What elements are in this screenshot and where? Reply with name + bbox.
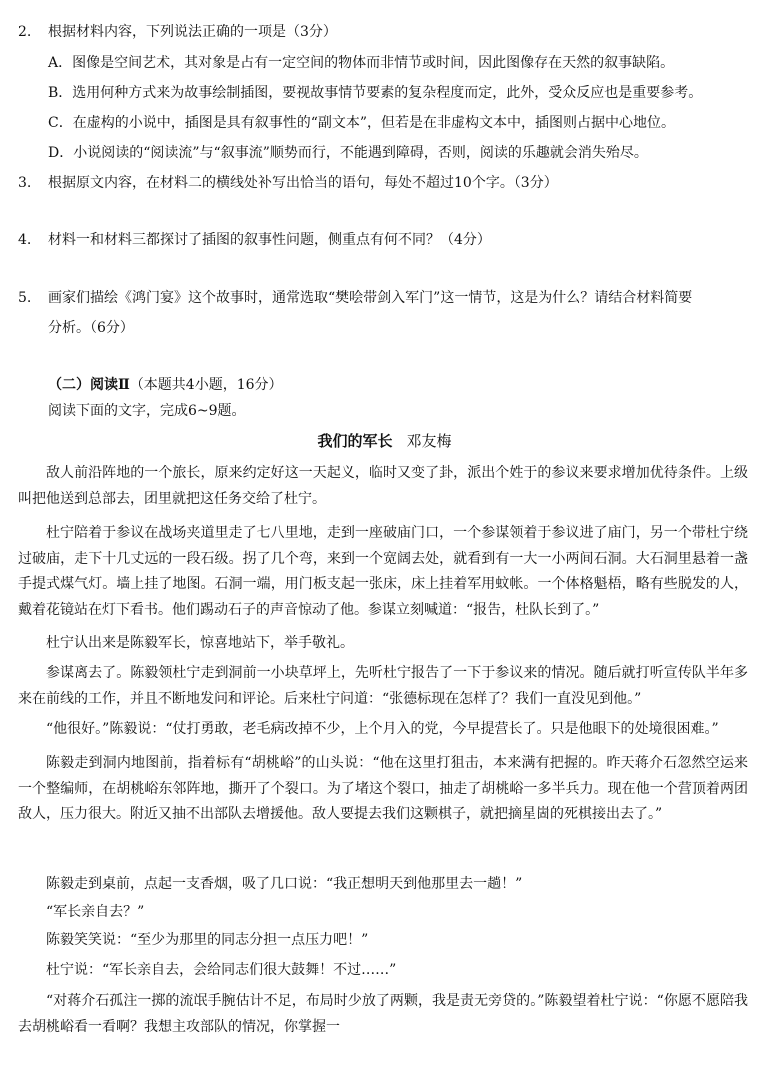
question-2-option-d: D．小说阅读的“阅读流”与“叙事流”顺势而行，不能遇到障碍，否则，阅读的乐趣就会消失殆尽。 — [48, 145, 648, 161]
article-paragraph-2: 杜宁陪着于参议在战场夹道里走了七八里地，走到一座破庙门口，一个参谋领着于参议进了庙门，另一个带杜宁绕过破庙，走下十几丈远的一段石级。拐了几个弯，来到一个宽阔去处，就看到有一大一小两间石洞。大石洞里悬着一盏手提式煤气灯。墙上挂了地图。石洞一端，用门板支起一张床，床上挂着军用蚊帐。一个体格魁梧，略有些脱发的人，戴着花镜站在灯下看书。他们踢动石子的声音惊动了他。参谋立刻喊道：“报告，杜队长到了。” — [18, 525, 748, 618]
article-paragraph-7: 陈毅走到桌前，点起一支香烟，吸了几口说：“我正想明天到他那里去一趟！” — [46, 876, 523, 892]
question-3-text: 根据原文内容，在材料二的横线处补写出恰当的语句，每处不超过10个字。（3分） — [48, 175, 558, 191]
question-2-option-a: A．图像是空间艺术，其对象是占有一定空间的物体而非情节或时间，因此图像存在天然的叙事缺陷。 — [48, 55, 675, 71]
article-paragraph-8: “军长亲自去？” — [46, 904, 145, 920]
article-paragraph-10: 杜宁说：“军长亲自去，会给同志们很大鼓舞！不过……” — [46, 962, 397, 978]
question-4-text: 材料一和材料三都探讨了插图的叙事性问题，侧重点有何不同？（4分） — [48, 232, 491, 248]
article-paragraph-1: 敌人前沿阵地的一个旅长，原来约定好这一天起义，临时又变了卦，派出个姓于的参议来要求增加优待条件。上级叫把他送到总部去，团里就把这任务交给了杜宁。 — [18, 465, 748, 507]
question-5-text-line2: 分析。（6分） — [48, 320, 134, 336]
article-paragraph-3: 杜宁认出来是陈毅军长，惊喜地站下，举手敬礼。 — [46, 635, 354, 651]
article-paragraph-11: “对蒋介石孤注一掷的流氓手腕估计不足，布局时少放了两颗，我是责无旁贷的。”陈毅望着杜宁说：“你愿不愿陪我去胡桃峪看一看啊？我想主攻部队的情况，你掌握一 — [18, 993, 748, 1035]
question-2-option-b: B．选用何种方式来为故事绘制插图，要视故事情节要素的复杂程度而定，此外，受众反应也是重要参考。 — [48, 85, 703, 101]
question-5-text-line1: 画家们描绘《鸿门宴》这个故事时，通常选取“樊哙带剑入军门”这一情节，这是为什么？请结合材料简要 — [48, 290, 693, 306]
article-paragraph-5: “他很好。”陈毅说：“仗打勇敢，老毛病改掉不少，上个月入的党，今早提营长了。只是他眼下的处境很困难。” — [46, 721, 719, 737]
question-5-number: 5. — [18, 290, 32, 306]
section-header-rest: （本题共4小题，16分） — [129, 377, 283, 393]
article-title-line — [0, 430, 769, 452]
question-4-number: 4. — [18, 232, 32, 248]
article-paragraph-6: 陈毅走到洞内地图前，指着标有“胡桃峪”的山头说：“他在这里打狙击，本来满有把握的。昨天蒋介石忽然空运来一个整编师，在胡桃峪东邻阵地，撕开了个裂口。为了堵这个裂口，抽走了胡桃峪一多半兵力。现在他一个营顶着两团敌人，压力很大。附近又抽不出部队去增援他。敌人要提去我们这颗棋子，就把摘星崮的死棋接出去了。” — [18, 755, 748, 822]
article-author: 邓友梅 — [406, 432, 452, 450]
question-3-number: 3. — [18, 175, 32, 191]
question-2-option-c: C．在虚构的小说中，插图是具有叙事性的“副文本”，但若是在非虚构文本中，插图则占据中心地位。 — [48, 115, 676, 131]
article-paragraph-9: 陈毅笑笑说：“至少为那里的同志分担一点压力吧！” — [46, 932, 369, 948]
section-instruction: 阅读下面的文字，完成6~9题。 — [48, 403, 246, 419]
question-2-number: 2. — [18, 24, 32, 40]
question-2-stem: 根据材料内容，下列说法正确的一项是（3分） — [48, 24, 337, 40]
article-title: 我们的军长 — [317, 432, 393, 450]
section-header-bold: （二）阅读Ⅱ — [48, 377, 130, 393]
article-paragraph-4: 参谋离去了。陈毅领杜宁走到洞前一小块草坪上，先听杜宁报告了一下于参议来的情况。随后就打听宣传队半年多来在前线的工作，并且不断地发问和评论。后来杜宁问道：“张德标现在怎样了？我们一直没见到他。” — [18, 665, 748, 707]
section-header — [48, 375, 283, 395]
